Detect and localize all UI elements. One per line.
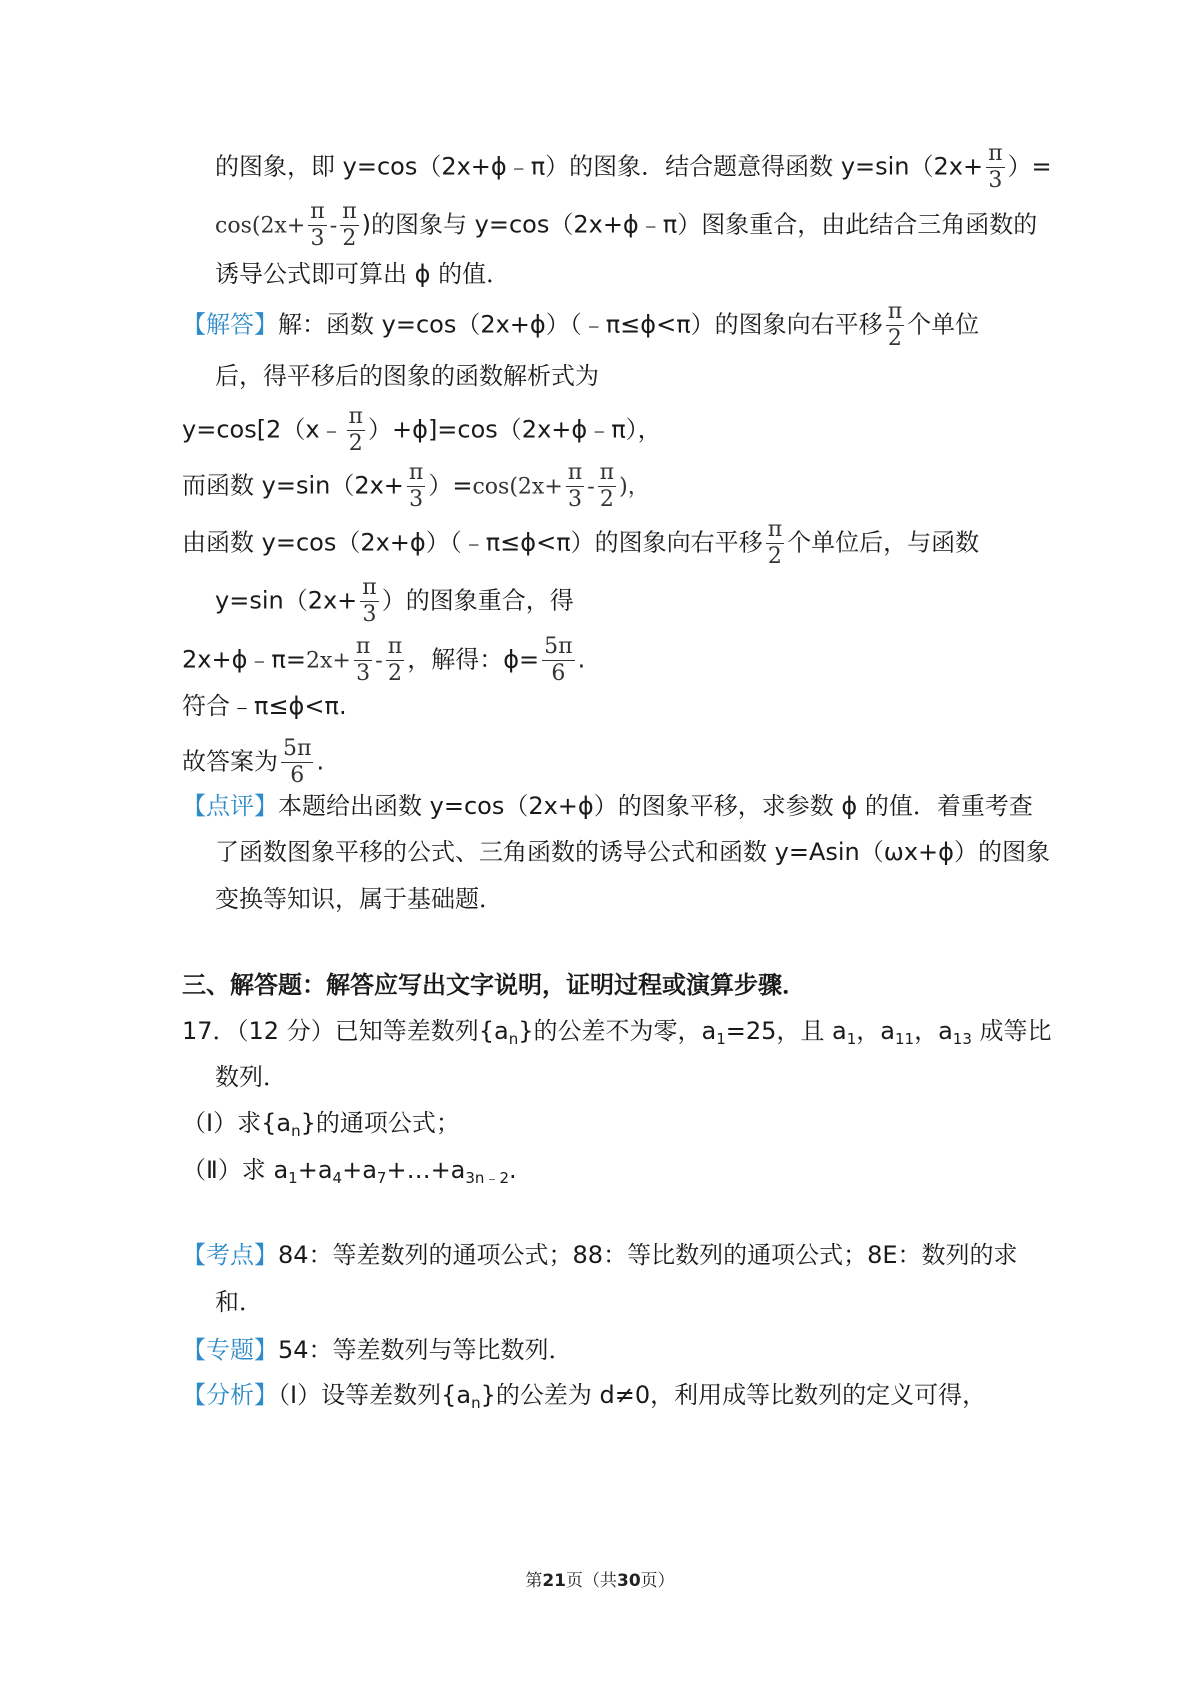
text-line: 后，得平移后的图象的函数解析式为: [215, 362, 599, 390]
page-footer: 第21页（共30页）: [525, 1571, 675, 1591]
fraction: $\frac{\pi}{2}$: [767, 517, 783, 569]
fraction: $\frac{\pi}{3}$: [988, 141, 1003, 193]
answer-section: 【解答】解：函数 y=cos（2x+ϕ）（﹣π≤ϕ<π）的图象向右平移 $\frac{\pi}{2}$ 个单位: [182, 299, 980, 351]
text-line: 符合﹣π≤ϕ<π.: [182, 692, 347, 720]
fraction: $\frac{5\pi}{6}$: [283, 736, 312, 788]
fraction: $\frac{\pi}{2}$: [342, 199, 357, 251]
total-pages: 30: [617, 1571, 641, 1591]
text-line: 和．: [215, 1288, 263, 1316]
section-tag: 【点评】: [182, 792, 278, 820]
text-line: 由函数 y=cos（2x+ϕ）（﹣π≤ϕ<π）的图象向右平移 $\frac{\pi}{2}$ 个单位后，与函数: [182, 517, 980, 569]
fraction: $\frac{\pi}{3}$: [362, 575, 377, 627]
topic-section: 【专题】54：等差数列与等比数列．: [182, 1336, 573, 1364]
text-line: y=sin（2x+ $\frac{\pi}{3}$ ）的图象重合，得: [215, 575, 574, 627]
fraction: $\frac{\pi}{3}$: [355, 634, 371, 686]
text-line: 诱导公式即可算出 ϕ 的值．: [215, 260, 511, 288]
section-tag: 【专题】: [182, 1336, 278, 1364]
fraction: $\frac{\pi}{2}$: [348, 404, 363, 456]
knowledge-point-section: 【考点】84：等差数列的通项公式；88：等比数列的通项公式；8E：数列的求: [182, 1241, 1018, 1269]
question-part-2: （Ⅱ）求 $a_1+a_4+a_7+\dots+a_{3n﹣2}$.: [182, 1156, 517, 1187]
page-number: 21: [542, 1571, 566, 1591]
section-tag: 【分析】: [182, 1381, 278, 1409]
section-heading: 三、解答题：解答应写出文字说明，证明过程或演算步骤．: [182, 971, 806, 999]
section-tag: 【考点】: [182, 1241, 278, 1269]
text-line: 变换等知识，属于基础题．: [215, 885, 503, 913]
text-line: 而函数 y=sin（2x+ $\frac{\pi}{3}$ ）=cos(2x+ $\frac{\pi}{3}$ - $\frac{\pi}{2}$ )，: [182, 460, 650, 512]
fraction: $\frac{\pi}{2}$: [887, 299, 903, 351]
analysis-section: 【分析】（I）设等差数列$\{a_n\}$的公差为 d≠0，利用成等比数列的定义可得，: [182, 1381, 987, 1412]
fraction: $\frac{\pi}{3}$: [310, 199, 325, 251]
fraction: $\frac{\pi}{3}$: [567, 460, 583, 512]
fraction: $\frac{5\pi}{6}$: [544, 634, 573, 686]
text-line: 2x+ϕ﹣π=2x+ $\frac{\pi}{3}$ - $\frac{\pi}{2}$ ，解得：ϕ= $\frac{5\pi}{6}$ .: [182, 634, 586, 686]
section-tag: 【解答】: [182, 310, 278, 339]
text-line: 的图象，即 y=cos（2x+ϕ﹣π）的图象．结合题意得函数 y=sin（2x+ $\frac{\pi}{3}$ ）=: [215, 141, 1052, 193]
text-line: 了函数图象平移的公式、三角函数的诱导公式和函数 y=Asin（ωx+ϕ）的图象: [215, 838, 1050, 866]
fraction: $\frac{\pi}{3}$: [408, 460, 424, 512]
comment-section: 【点评】本题给出函数 y=cos（2x+ϕ）的图象平移，求参数 ϕ 的值．着重考查: [182, 792, 1033, 820]
text-line: 故答案为 $\frac{5\pi}{6}$ .: [182, 736, 325, 788]
question-17: 17．（12 分）已知等差数列$\{a_n\}$的公差不为零，$a_1=25$，且 $a_1$，$a_{11}$，$a_{13}$ 成等比: [182, 1017, 1052, 1048]
text-line: cos(2x+ $\frac{\pi}{3}$ - $\frac{\pi}{2}$ )的图象与 y=cos（2x+ϕ﹣π）图象重合，由此结合三角函数的: [215, 199, 1038, 251]
text-line: 数列．: [215, 1063, 287, 1091]
fraction: $\frac{\pi}{2}$: [387, 634, 403, 686]
question-part-1: （Ⅰ）求$\{a_n\}$的通项公式；: [182, 1109, 460, 1140]
text-line: y=cos[2（x﹣ $\frac{\pi}{2}$ ）+ϕ]=cos（2x+ϕ﹣π），: [182, 404, 662, 456]
fraction: $\frac{\pi}{2}$: [599, 460, 615, 512]
